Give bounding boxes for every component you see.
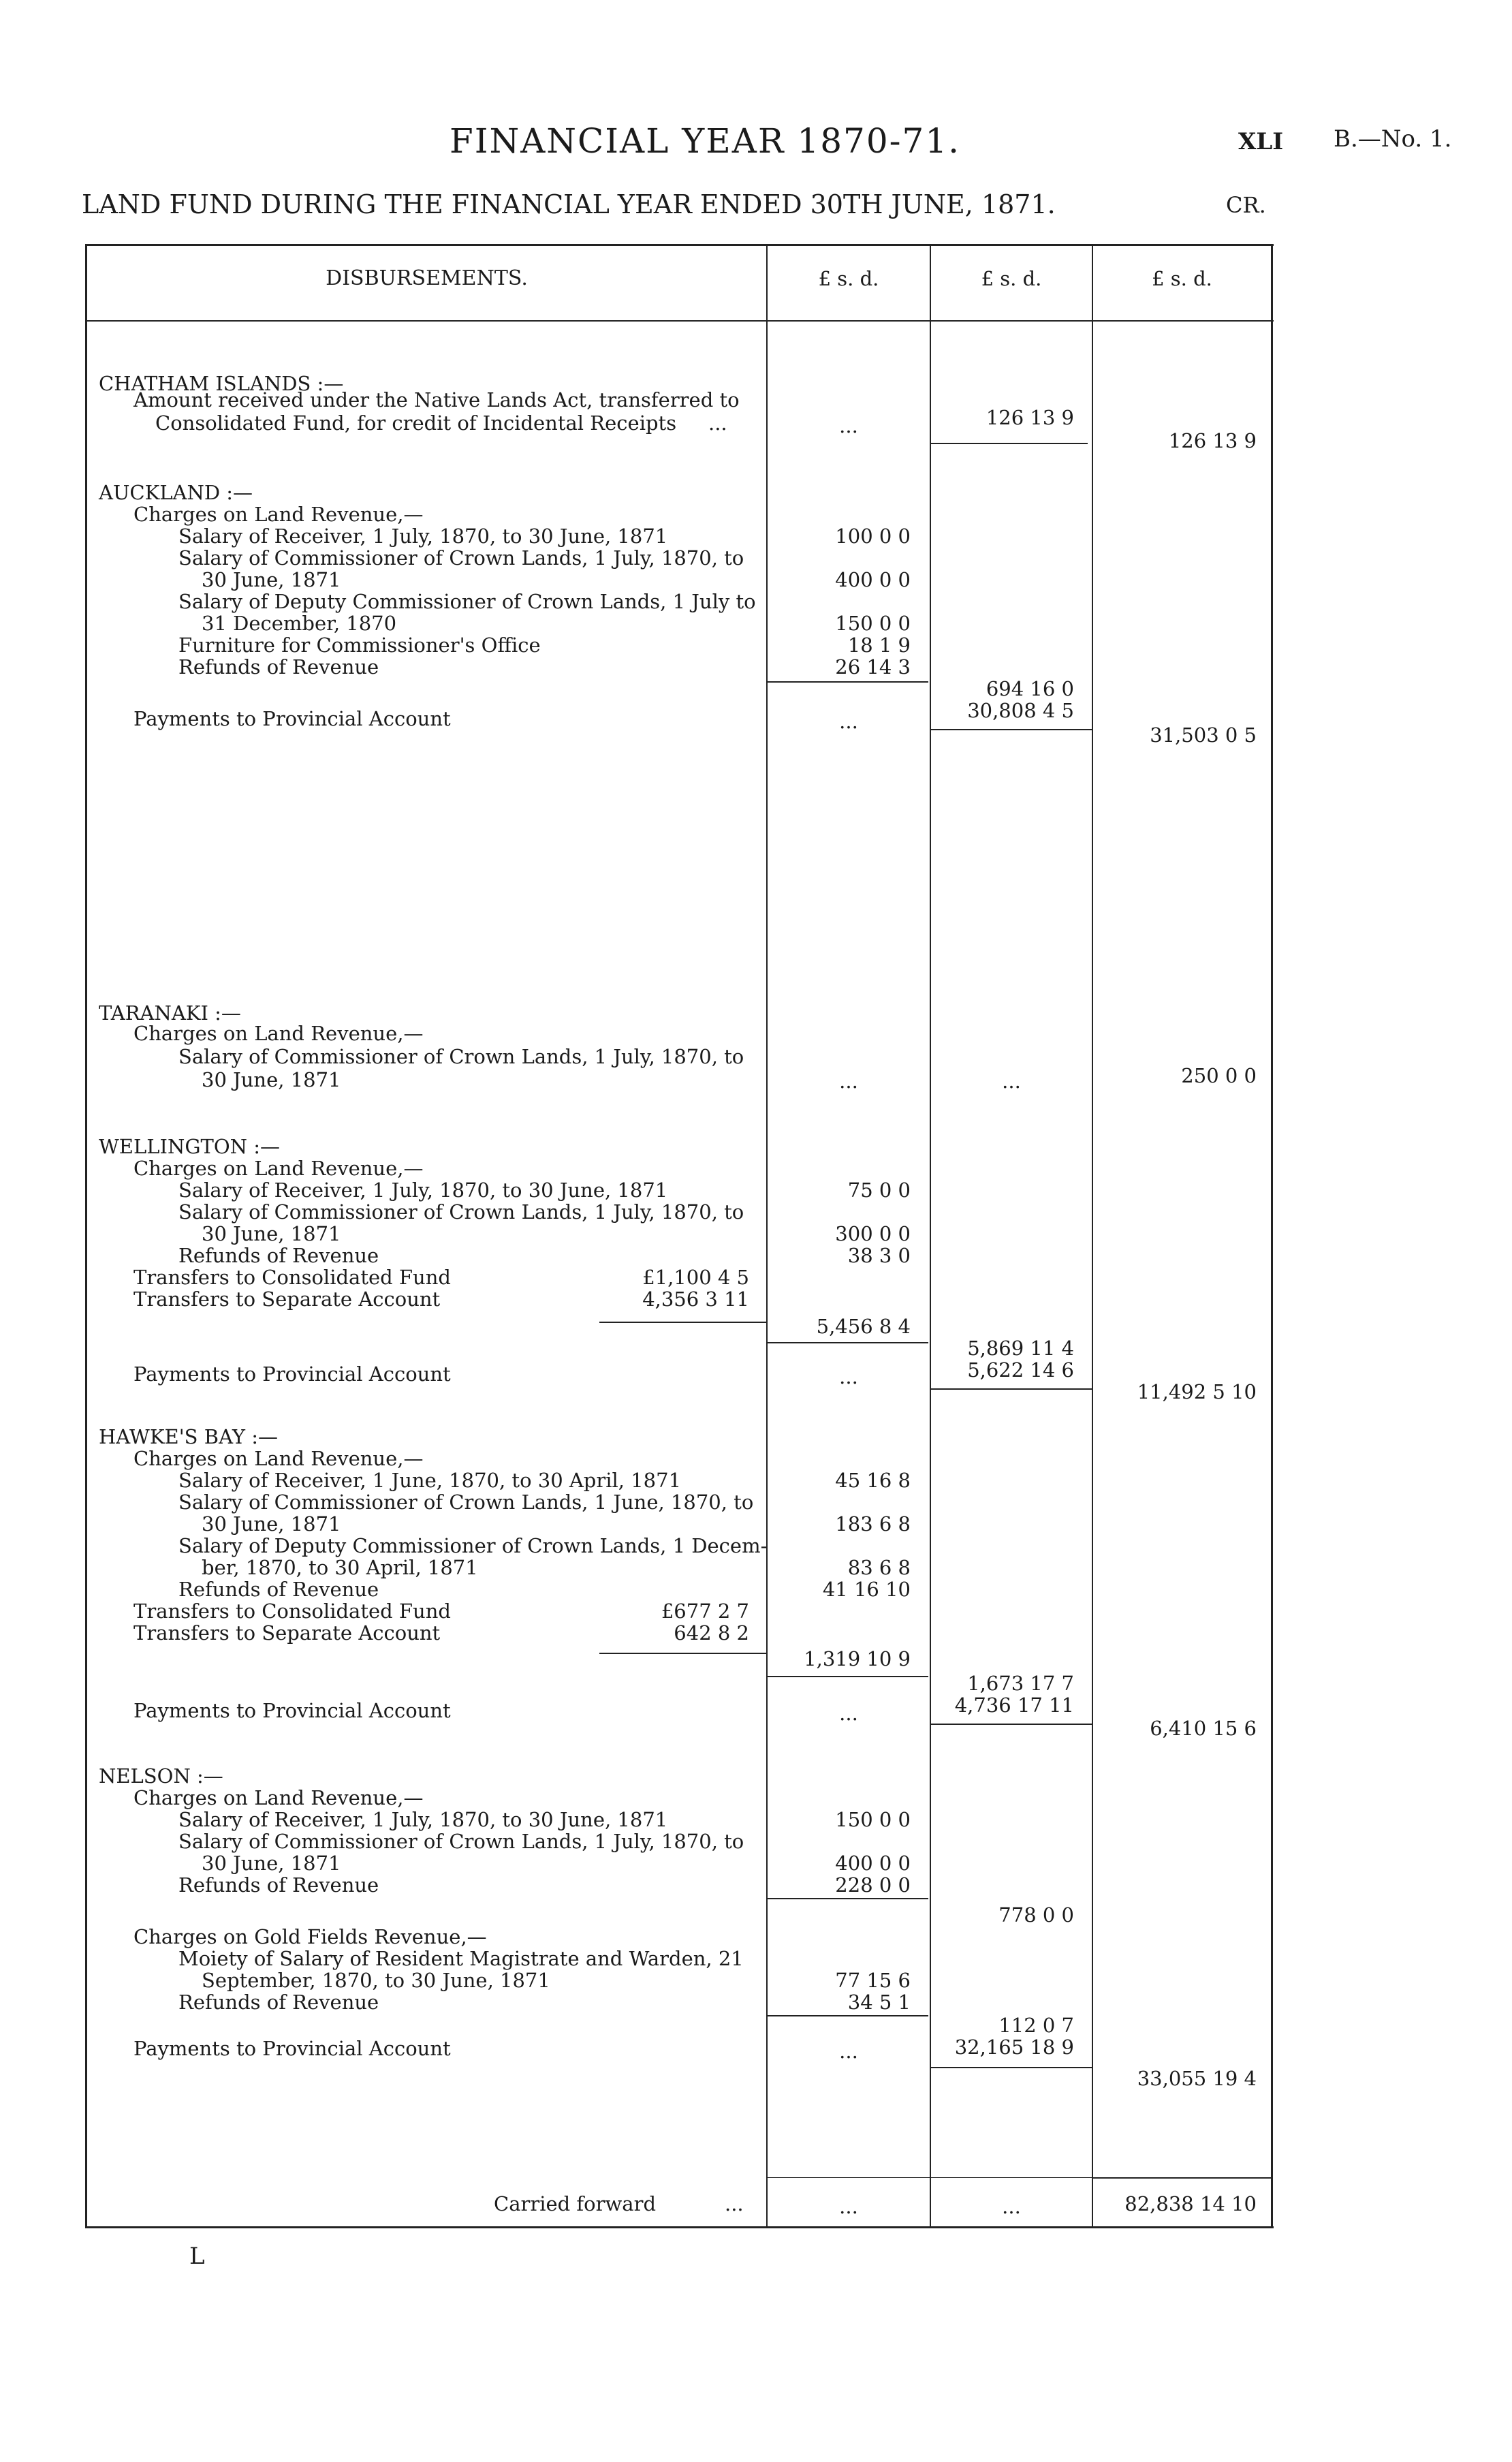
row-text: Amount received under the Native Lands Act, transferred to bbox=[133, 388, 740, 411]
cell-col1: ... bbox=[839, 1365, 858, 1388]
cell-col1: 34 5 1 bbox=[847, 1991, 911, 2014]
cell-col1: ... bbox=[839, 2040, 858, 2063]
cell-col1: ... bbox=[839, 414, 858, 437]
credit-side: CR. bbox=[1226, 192, 1266, 218]
cell-col2: 112 0 7 bbox=[998, 2014, 1074, 2037]
cell-col1: 45 16 8 bbox=[835, 1469, 911, 1492]
row-text: 30 June, 1871 bbox=[202, 1068, 341, 1091]
cell-col3: 31,503 0 5 bbox=[1150, 723, 1257, 747]
cell-transfer: 4,356 3 11 bbox=[642, 1288, 749, 1311]
paper-reference: B.—No. 1. bbox=[1334, 125, 1452, 153]
cell-col1: 228 0 0 bbox=[835, 1873, 911, 1897]
cell-col2: 5,869 11 4 bbox=[967, 1337, 1074, 1360]
leader-dots: ... bbox=[708, 411, 727, 435]
cell-col1: ... bbox=[839, 1070, 858, 1093]
row-text: 30 June, 1871 bbox=[202, 568, 341, 591]
row-text: Salary of Receiver, 1 July, 1870, to 30 June, 1871 bbox=[178, 1179, 668, 1202]
row-text: Payments to Provincial Account bbox=[133, 1362, 451, 1386]
row-text: Salary of Deputy Commissioner of Crown Lands, 1 Decem- bbox=[178, 1534, 768, 1557]
section-heading-taranaki: TARANAKI :— bbox=[99, 1001, 241, 1025]
cell-col1: 38 3 0 bbox=[847, 1244, 911, 1267]
cell-col1: 400 0 0 bbox=[835, 1852, 911, 1875]
row-text: Salary of Commissioner of Crown Lands, 1 July, 1870, to bbox=[178, 1045, 744, 1068]
cell-col1: 83 6 8 bbox=[847, 1556, 911, 1579]
cell-col1: ... bbox=[839, 710, 858, 733]
cell-col2: 1,673 17 7 bbox=[967, 1672, 1074, 1695]
row-text: Salary of Commissioner of Crown Lands, 1 July, 1870, to bbox=[178, 1200, 744, 1224]
row-text: Refunds of Revenue bbox=[178, 1244, 379, 1267]
row-text: Charges on Land Revenue,— bbox=[133, 1786, 424, 1809]
column-header-disbursements: DISBURSEMENTS. bbox=[326, 266, 528, 290]
section-heading-nelson: NELSON :— bbox=[99, 1764, 223, 1788]
row-text: 30 June, 1871 bbox=[202, 1512, 341, 1536]
row-text: Payments to Provincial Account bbox=[133, 707, 451, 730]
row-text: Refunds of Revenue bbox=[178, 1873, 379, 1897]
row-text: ber, 1870, to 30 April, 1871 bbox=[202, 1556, 478, 1579]
subtitle: LAND FUND DURING THE FINANCIAL YEAR ENDED 30TH JUNE, 1871. bbox=[82, 189, 1056, 219]
carried-forward-label: Carried forward bbox=[494, 2192, 657, 2215]
row-text: 30 June, 1871 bbox=[202, 1852, 341, 1875]
row-text: Payments to Provincial Account bbox=[133, 2037, 451, 2060]
cell-col2: 5,622 14 6 bbox=[967, 1358, 1074, 1382]
cell-transfer: £677 2 7 bbox=[661, 1600, 749, 1623]
row-text: Payments to Provincial Account bbox=[133, 1699, 451, 1722]
row-text: Transfers to Separate Account bbox=[133, 1288, 441, 1311]
cell-col3: 33,055 19 4 bbox=[1137, 2067, 1257, 2090]
row-text: Refunds of Revenue bbox=[178, 1991, 379, 2014]
row-text: Charges on Land Revenue,— bbox=[133, 1157, 424, 1180]
cell-col1: 183 6 8 bbox=[835, 1512, 911, 1536]
row-text: Transfers to Consolidated Fund bbox=[133, 1266, 451, 1289]
cell-col1: 26 14 3 bbox=[835, 655, 911, 679]
cell-col2: ... bbox=[1002, 1070, 1021, 1093]
cell-col2: ... bbox=[1002, 2195, 1021, 2218]
cell-col1: 300 0 0 bbox=[835, 1222, 911, 1245]
cell-col1: 5,456 8 4 bbox=[816, 1315, 911, 1338]
cell-col2: 778 0 0 bbox=[998, 1903, 1074, 1927]
row-text: Refunds of Revenue bbox=[178, 655, 379, 679]
row-text: Salary of Receiver, 1 June, 1870, to 30 April, 1871 bbox=[178, 1469, 682, 1492]
cell-col1: ... bbox=[839, 2195, 858, 2218]
cell-col1: 75 0 0 bbox=[847, 1179, 911, 1202]
cell-col1: 100 0 0 bbox=[835, 525, 911, 548]
cell-col3: 6,410 15 6 bbox=[1150, 1717, 1257, 1740]
cell-col1: 41 16 10 bbox=[822, 1578, 911, 1601]
section-heading-wellington: WELLINGTON :— bbox=[99, 1135, 280, 1158]
section-heading-auckland: AUCKLAND :— bbox=[99, 481, 253, 504]
cell-transfer: £1,100 4 5 bbox=[642, 1266, 749, 1289]
cell-col2: 4,736 17 11 bbox=[954, 1694, 1074, 1717]
cell-col1: 400 0 0 bbox=[835, 568, 911, 591]
row-text: Salary of Commissioner of Crown Lands, 1 July, 1870, to bbox=[178, 546, 744, 570]
cell-col2: 126 13 9 bbox=[986, 406, 1074, 429]
row-text: Salary of Commissioner of Crown Lands, 1 July, 1870, to bbox=[178, 1830, 744, 1853]
cell-col1: 150 0 0 bbox=[835, 1808, 911, 1831]
cell-col3: 82,838 14 10 bbox=[1124, 2192, 1257, 2215]
signature-mark: L bbox=[189, 2243, 205, 2270]
row-text: Charges on Land Revenue,— bbox=[133, 503, 424, 526]
row-text: Charges on Land Revenue,— bbox=[133, 1022, 424, 1045]
cell-col3: 11,492 5 10 bbox=[1137, 1380, 1257, 1403]
row-text: Charges on Gold Fields Revenue,— bbox=[133, 1925, 487, 1948]
cell-col1: 18 1 9 bbox=[847, 634, 911, 657]
cell-col1: 1,319 10 9 bbox=[804, 1647, 911, 1670]
column-header-money-3: £ s. d. bbox=[1152, 267, 1212, 290]
cell-col2: 30,808 4 5 bbox=[967, 699, 1074, 722]
cell-col2: 694 16 0 bbox=[986, 677, 1074, 700]
column-header-money-1: £ s. d. bbox=[818, 267, 879, 290]
row-text: Consolidated Fund, for credit of Incidental Receipts bbox=[155, 411, 677, 435]
row-text: Salary of Receiver, 1 July, 1870, to 30 June, 1871 bbox=[178, 525, 668, 548]
cell-col1: 77 15 6 bbox=[835, 1969, 911, 1992]
cell-col3: 250 0 0 bbox=[1181, 1064, 1257, 1087]
row-text: 31 December, 1870 bbox=[202, 612, 397, 635]
cell-transfer: 642 8 2 bbox=[674, 1621, 749, 1645]
cell-col2: 32,165 18 9 bbox=[954, 2036, 1074, 2059]
page-title: FINANCIAL YEAR 1870-71. bbox=[450, 121, 961, 161]
page-number: XLI bbox=[1238, 128, 1284, 155]
cell-col3: 126 13 9 bbox=[1168, 429, 1257, 452]
row-text: Transfers to Separate Account bbox=[133, 1621, 441, 1645]
row-text: Transfers to Consolidated Fund bbox=[133, 1600, 451, 1623]
row-text: September, 1870, to 30 June, 1871 bbox=[202, 1969, 550, 1992]
row-text: Furniture for Commissioner's Office bbox=[178, 634, 541, 657]
row-text: Charges on Land Revenue,— bbox=[133, 1447, 424, 1470]
column-header-money-2: £ s. d. bbox=[981, 267, 1042, 290]
section-heading-hawkes-bay: HAWKE'S BAY :— bbox=[99, 1425, 278, 1448]
row-text: Salary of Receiver, 1 July, 1870, to 30 June, 1871 bbox=[178, 1808, 668, 1831]
row-text: Moiety of Salary of Resident Magistrate and Warden, 21 bbox=[178, 1947, 744, 1970]
row-text: Salary of Commissioner of Crown Lands, 1 June, 1870, to bbox=[178, 1491, 754, 1514]
row-text: 30 June, 1871 bbox=[202, 1222, 341, 1245]
row-text: Salary of Deputy Commissioner of Crown Lands, 1 July to bbox=[178, 590, 756, 613]
cell-col1: 150 0 0 bbox=[835, 612, 911, 635]
row-text: Refunds of Revenue bbox=[178, 1578, 379, 1601]
leader-dots: ... bbox=[725, 2192, 744, 2215]
cell-col1: ... bbox=[839, 1702, 858, 1725]
section-heading-chatham: CHATHAM ISLANDS :— bbox=[99, 372, 344, 395]
